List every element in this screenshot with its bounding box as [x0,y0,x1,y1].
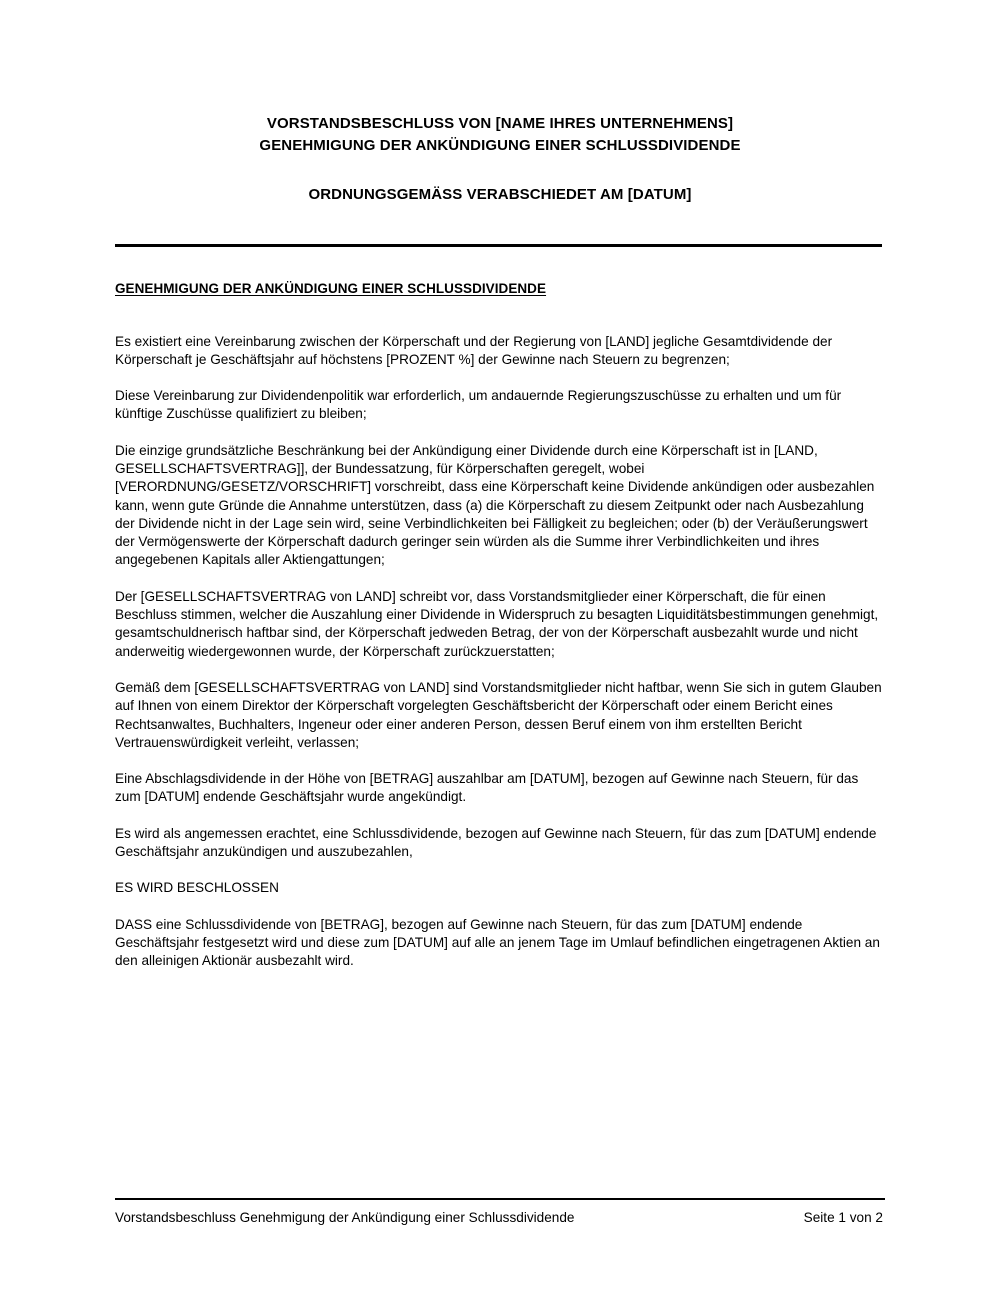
paragraph-resolution-intro: ES WIRD BESCHLOSSEN [115,880,279,896]
paragraph-2: Diese Vereinbarung zur Dividendenpolitik war erforderlich, um andauernde Regierungszuschüsse zu erhalten und um für künftige Zuschüsse qualifiziert zu bleiben; [115,388,842,422]
page-footer [115,1198,885,1227]
paragraph-7: Es wird als angemessen erachtet, eine Schlussdividende, bezogen auf Gewinne nach Steuern, für das zum [DATUM] endende Geschäftsjahr anzukündigen und auszubezahlen, [115,825,877,860]
body-copy [115,333,885,971]
paragraph-6: Eine Abschlagsdividende in der Höhe von [BETRAG] auszahlbar am [DATUM], bezogen auf Gewinne nach Steuern, für das zum [DATUM] endende Geschäftsjahr wurde angekündigt. [115,771,859,805]
footer-row [115,1209,885,1227]
paragraph-5: Gemäß dem [GESELLSCHAFTSVERTRAG von LAND] sind Vorstandsmitglieder nicht haftbar, wenn Sie sich in gutem Glauben auf Ihnen von einem Direktor der Körperschaft vorgelegten Geschäftsbericht der Körperschaft oder einem Bericht eines Rechtsanwaltes, Buchhalters, Ingeneur oder einer anderen Person, dessen Beruf einem von ihm erstellten Bericht Vertrauenswürdigkeit verleiht, verlassen; [115,679,882,750]
footer-divider [115,1198,885,1200]
footer-page-number: Seite 1 von 2 [803,1210,883,1225]
document-title-block [115,0,885,206]
document-title-line-1: VORSTANDSBESCHLUSS VON [NAME IHRES UNTERNEHMENS] [266,115,734,132]
paragraph-1: Es existiert eine Vereinbarung zwischen der Körperschaft und der Regierung von [LAND] jegliche Gesamtdividende der Körperschaft je Geschäftsjahr auf höchstens [PROZENT %] der Gewinne nach Steuern zu begrenzen; [115,333,833,367]
footer-document-name: Vorstandsbeschluss Genehmigung der Ankündigung einer Schlussdividende [115,1210,575,1225]
document-title-line-2: GENEHMIGUNG DER ANKÜNDIGUNG EINER SCHLUSSDIVIDENDE [259,136,741,154]
section-heading: GENEHMIGUNG DER ANKÜNDIGUNG EINER SCHLUSSDIVIDENDE [115,280,547,296]
paragraph-resolution-body: DASS eine Schlussdividende von [BETRAG], bezogen auf Gewinne nach Steuern, für das zum [DATUM] endende Geschäftsjahr festgesetzt wird und diese zum [DATUM] auf alle an jenem Tage im Umlauf befindlichen eingetragenen Aktien an den alleinigen Aktionär ausbezahlt wird. [115,916,880,969]
paragraph-4: Der [GESELLSCHAFTSVERTRAG von LAND] schreibt vor, dass Vorstandsmitglieder einer Körperschaft, die für einen Beschluss stimmen, welcher die Auszahlung einer Dividende in Widerspruch zu besagten Liquiditätsbestimmungen genehmigt, gesamtschuldnerisch haftbar sind, der Körperschaft jedweden Betrag, der von der Körperschaft ausbezahlt wurde und nicht anderweitig wiedergewonnen wurde, der Körperschaft zurückzuerstatten; [115,588,879,659]
header-divider [115,244,882,247]
document-subtitle: ORDNUNGSGEMÄSS VERABSCHIEDET AM [DATUM] [308,186,692,203]
paragraph-3: Die einzige grundsätzliche Beschränkung bei der Ankündigung einer Dividende durch eine Körperschaft ist in [LAND, GESELLSCHAFTSVERTRAG]], der Bundessatzung, für Körperschaften geregelt, wobei [VERORDNUNG/GESETZ/VORSCHRIFT] vorschreibt, dass eine Körperschaft keine Dividende ankündigen oder ausbezahlen kann, wenn gute Gründe die Annahme unterstützen, dass (a) die Körperschaft zu diesem Zeitpunkt oder nach Ausbezahlung der Dividende nicht in der Lage sein wird, seine Verbindlichkeiten bei Fälligkeit zu begleichen; oder (b) der Veräußerungswert der Vermögenswerte der Körperschaft dadurch geringer sein würden als die Summe ihrer Verbindlichkeiten und ihres angegebenen Kapitals aller Aktiengattungen; [115,442,875,568]
document-body [115,0,885,971]
